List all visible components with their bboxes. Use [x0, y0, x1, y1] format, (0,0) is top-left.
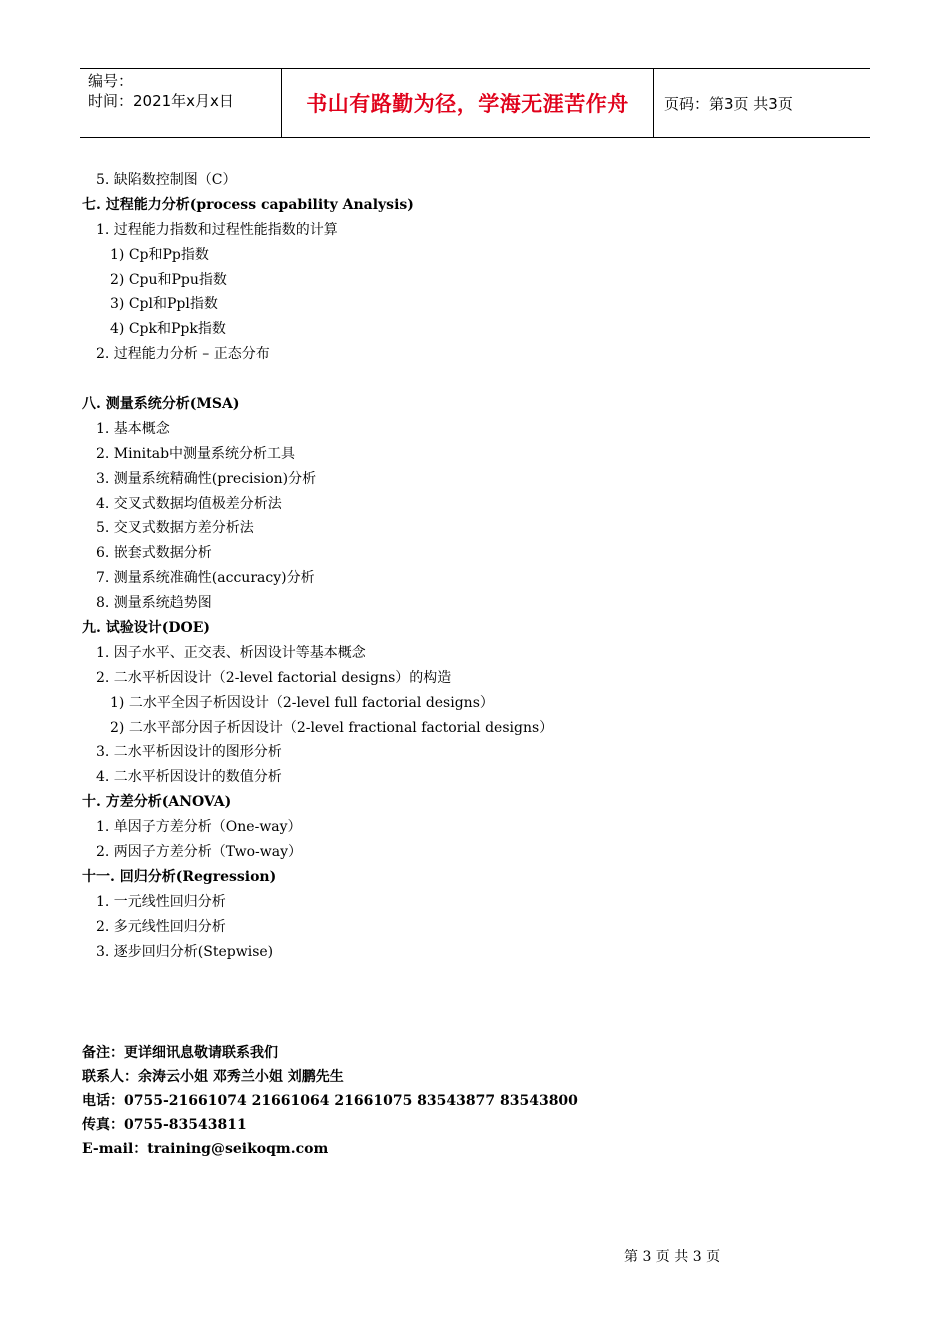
email-line[interactable]: E-mail：training@seikoqm.com: [82, 1141, 329, 1157]
outline-item: 5. 缺陷数控制图（C）: [96, 172, 237, 188]
outline-item: 2. Minitab中测量系统分析工具: [96, 445, 296, 462]
section-title: 八. 测量系统分析(MSA): [82, 396, 240, 413]
contact-footer: [82, 1041, 578, 1161]
outline-item: 1. 单因子方差分析（One-way）: [96, 819, 302, 836]
number-label: 编号：: [88, 72, 134, 90]
outline-item: 4. 二水平析因设计的数值分析: [96, 769, 282, 786]
outline-item: 1. 基本概念: [96, 420, 170, 437]
phone-line: 电话：0755-21661074 21661064 21661075 83543877 83543800: [82, 1093, 578, 1109]
outline-item: 1. 一元线性回归分析: [96, 893, 226, 910]
outline-subitem: 3) Cpl和Ppl指数: [110, 296, 218, 313]
fax-line: 传真：0755-83543811: [82, 1117, 247, 1133]
section-title: 九. 试验设计(DOE): [82, 620, 211, 637]
outline-item: 1. 过程能力指数和过程性能指数的计算: [96, 221, 338, 238]
header-table: [80, 68, 870, 138]
header-middle-cell: [282, 69, 654, 137]
outline-subitem: 4) Cpk和Ppk指数: [110, 321, 226, 338]
outline-item: 8. 测量系统趋势图: [96, 595, 212, 612]
outline-subitem: 2) 二水平部分因子析因设计（2-level fractional factorial designs）: [110, 719, 554, 736]
outline-item: 5. 交叉式数据方差分析法: [96, 520, 254, 537]
note-line: 备注：更详细讯息敬请联系我们: [82, 1045, 278, 1061]
contacts-line: 联系人：余涛云小姐 邓秀兰小姐 刘鹏先生: [82, 1069, 344, 1085]
section-title: 十一. 回归分析(Regression): [82, 868, 277, 885]
page-label: 页码：第3页 共3页: [664, 94, 793, 113]
outline-item: 1. 因子水平、正交表、析因设计等基本概念: [96, 644, 366, 661]
section-title: 七. 过程能力分析(process capability Analysis): [82, 196, 414, 213]
outline-item: 7. 测量系统准确性(accuracy)分析: [96, 570, 315, 587]
motto: 书山有路勤为径，学海无涯苦作舟: [306, 92, 629, 116]
outline-subitem: 1) 二水平全因子析因设计（2-level full factorial designs）: [110, 694, 494, 711]
section-title: 十. 方差分析(ANOVA): [82, 794, 232, 811]
outline-item: 3. 测量系统精确性(precision)分析: [96, 470, 317, 487]
outline-item: 3. 二水平析因设计的图形分析: [96, 744, 282, 761]
outline-item: 2. 过程能力分析 – 正态分布: [96, 346, 270, 363]
header-right-cell: [654, 69, 870, 137]
time-label: 时间：2021年x月x日: [88, 92, 234, 110]
outline-subitem: 2) Cpu和Ppu指数: [110, 271, 227, 288]
outline-subitem: 1) Cp和Pp指数: [110, 246, 209, 263]
outline-item: 2. 多元线性回归分析: [96, 918, 226, 935]
outline-item: 6. 嵌套式数据分析: [96, 545, 212, 562]
outline-item: 2. 两因子方差分析（Two-way）: [96, 844, 303, 861]
outline-content: [82, 168, 882, 965]
page-number: 第 3 页 共 3 页: [624, 1249, 721, 1265]
header-left-cell: [80, 69, 282, 137]
outline-item: 4. 交叉式数据均值极差分析法: [96, 495, 282, 512]
outline-item: 2. 二水平析因设计（2-level factorial designs）的构造: [96, 669, 452, 686]
outline-item: 3. 逐步回归分析(Stepwise): [96, 943, 274, 960]
spacer: [82, 367, 882, 392]
